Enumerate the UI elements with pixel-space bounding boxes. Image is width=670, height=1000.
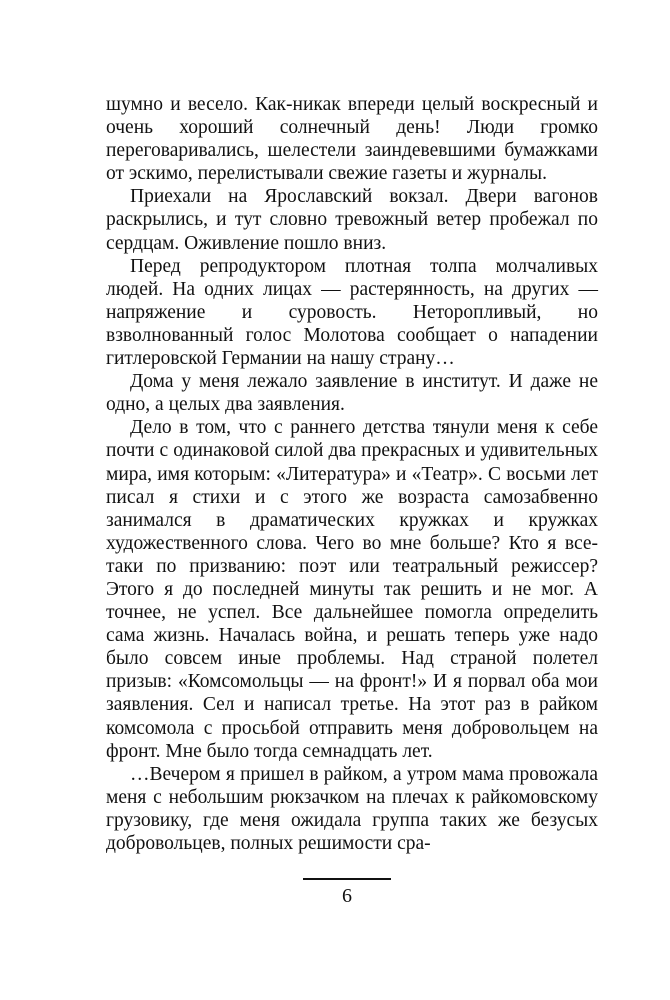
paragraph-3: Перед репродуктором плотная толпа молчаливых людей. На одних лицах — растерянность, на других — напряжение и суровость. Неторопливый, но взволнованный голос Молотова сообщает о нападении гитлеровской Германии на нашу страну…: [106, 255, 598, 370]
paragraph-5: Дело в том, что с раннего детства тянули меня к себе почти с одинаковой силой два прекрасных и удивительных мира, имя которым: «Литература» и «Театр». С восьми лет писал я стихи и с этого же возраста самозабвенно занимался в драматических кружках и кружках художественного слова. Чего во мне больше? Кто я все-таки по призванию: поэт или театральный режиссер? Этого я до последней минуты так решить и не мог. А точнее, не успел. Все дальнейшее помогла определить сама жизнь. Началась война, и решать теперь уже надо было совсем иные проблемы. Над страной полетел призыв: «Комсомольцы — на фронт!» И я порвал оба мои заявления. Сел и написал третье. На этот раз в райком комсомола с просьбой отправить меня добровольцем на фронт. Мне было тогда семнадцать лет.: [106, 417, 598, 762]
page-footer-rule: [303, 878, 391, 880]
page-number: 6: [342, 885, 352, 907]
paragraph-2: Приехали на Ярославский вокзал. Двери вагонов раскрылись, и тут словно тревожный ветер пробежал по сердцам. Оживление пошло вниз.: [106, 186, 598, 254]
page-body-text: [106, 93, 598, 855]
paragraph-6: …Вечером я пришел в райком, а утром мама провожала меня с небольшим рюкзачком на плечах к райкомовскому грузовику, где меня ожидала группа таких же безусых добровольцев, полных решимости сра-: [106, 763, 598, 854]
paragraph-4: Дома у меня лежало заявление в институт. И даже не одно, а целых два заявления.: [106, 371, 598, 416]
paragraph-1: шумно и весело. Как-никак впереди целый воскресный и очень хороший солнечный день! Люди громко переговаривались, шелестели заиндевевшими бумажками от эскимо, перелистывали свежие газеты и журналы.: [106, 94, 598, 185]
